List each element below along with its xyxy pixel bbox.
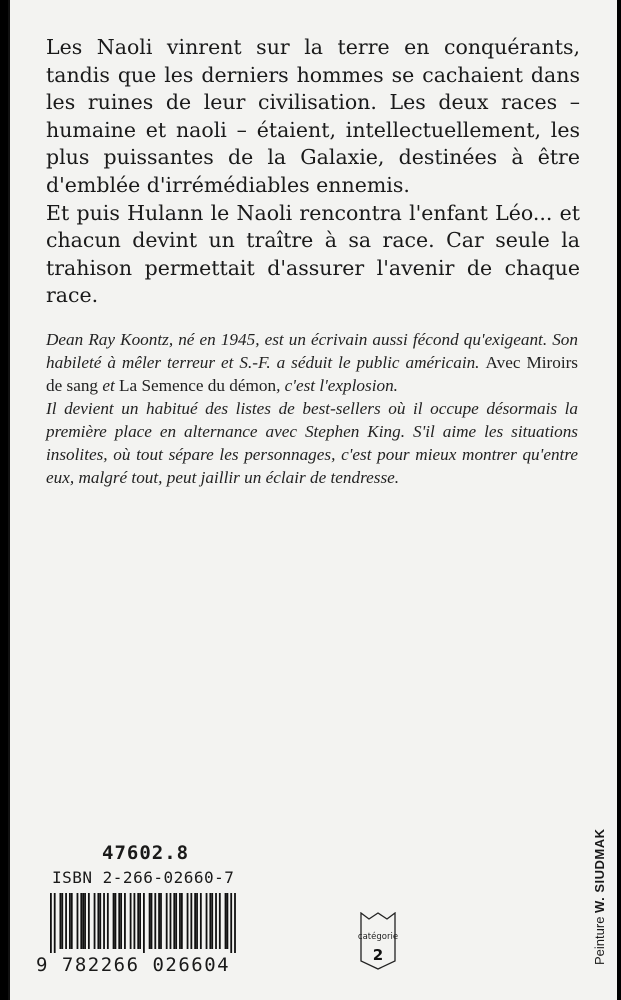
barcode bbox=[50, 893, 236, 953]
barcode-bar bbox=[120, 893, 122, 949]
barcode-bar bbox=[196, 893, 198, 949]
barcode-bar bbox=[209, 893, 211, 949]
blurb-paragraph-1: Les Naoli vinrent sur la terre en conquérants, tandis que les derniers hommes se cachaient dans les ruines de leur civilisation. Les deux races – humaine et naoli – étaient, intellectuellement, les plus puissantes de la Galaxie, destinées à être d'emblée d'irrémédiables ennemis. bbox=[46, 35, 580, 197]
barcode-bar bbox=[115, 893, 117, 949]
barcode-bar bbox=[175, 893, 177, 949]
product-code: 47602.8 bbox=[102, 842, 190, 864]
isbn: ISBN 2-266-02660-7 bbox=[52, 868, 235, 887]
barcode-bar bbox=[99, 893, 101, 949]
barcode-bar bbox=[61, 893, 63, 949]
barcode-bar bbox=[71, 893, 73, 949]
category-number: 2 bbox=[372, 946, 384, 964]
et-text: et bbox=[98, 376, 120, 395]
barcode-bar bbox=[179, 893, 181, 949]
barcode-bar bbox=[77, 893, 79, 949]
book-title-1: Miroirs de sang bbox=[46, 353, 578, 395]
credit-artist: W. SIUDMAK bbox=[592, 828, 607, 913]
barcode-bar bbox=[80, 893, 82, 949]
book-title-2: La Semence du démon bbox=[119, 376, 277, 395]
barcode-bar bbox=[59, 893, 61, 949]
author-bio-text: Dean Ray Koontz, né en 1945, est un écrivain aussi fécond qu'exigeant. Son habileté à mêler terreur et S.-F. a séduit le public américain. bbox=[46, 330, 578, 372]
barcode-bar bbox=[158, 893, 160, 949]
barcode-bar bbox=[234, 893, 236, 953]
author-bio-paragraph-1 bbox=[46, 328, 578, 397]
barcode-bar bbox=[187, 893, 189, 949]
barcode-bar bbox=[160, 893, 162, 949]
barcode-bar bbox=[227, 893, 229, 949]
barcode-bar bbox=[139, 893, 141, 949]
category-label: catégorie bbox=[357, 932, 399, 942]
barcode-bar bbox=[97, 893, 99, 949]
blurb-paragraph-2: Et puis Hulann le Naoli rencontra l'enfant Léo... et chacun devint un traître à sa race. Car seule la trahison permettait d'assurer l'avenir de chaque race. bbox=[46, 200, 580, 308]
barcode-bar bbox=[219, 893, 221, 949]
barcode-digits: 9 782266 026604 bbox=[36, 954, 231, 976]
barcode-bar bbox=[54, 893, 56, 953]
barcode-bar bbox=[137, 893, 139, 949]
barcode-bar bbox=[230, 893, 232, 953]
blurb bbox=[46, 34, 580, 310]
barcode-bar bbox=[65, 893, 67, 949]
barcode-bar bbox=[84, 893, 86, 949]
barcode-bar bbox=[82, 893, 84, 949]
cover-art-credit bbox=[592, 829, 607, 966]
barcode-bar bbox=[170, 893, 172, 949]
barcode-bar bbox=[181, 893, 183, 949]
barcode-bar bbox=[69, 893, 71, 949]
barcode-bar bbox=[206, 893, 208, 949]
barcode-bar bbox=[211, 893, 213, 949]
avec-text: Avec bbox=[485, 353, 527, 372]
barcode-bar bbox=[200, 893, 202, 949]
barcode-bar bbox=[130, 893, 132, 949]
barcode-bar bbox=[124, 893, 126, 949]
barcode-bar bbox=[103, 893, 105, 949]
barcode-bar bbox=[149, 893, 151, 949]
barcode-bar bbox=[166, 893, 168, 949]
author-bio-text-2: , c'est l'explosion. bbox=[276, 376, 398, 395]
author-bio bbox=[46, 328, 578, 489]
barcode-bar bbox=[154, 893, 156, 949]
barcode-bar bbox=[190, 893, 192, 949]
barcode-bar bbox=[118, 893, 120, 949]
back-cover bbox=[8, 0, 617, 1000]
credit-prefix: Peinture bbox=[592, 912, 607, 965]
barcode-bar bbox=[151, 893, 153, 949]
author-bio-paragraph-2 bbox=[46, 397, 578, 489]
barcode-bar bbox=[194, 893, 196, 949]
barcode-bar bbox=[88, 893, 90, 949]
barcode-bar bbox=[134, 893, 136, 949]
barcode-bar bbox=[113, 893, 115, 949]
barcode-bar bbox=[173, 893, 175, 949]
barcode-bar bbox=[215, 893, 217, 949]
author-bio-text-3: Il devient un habitué des listes de best-sellers où il occupe désormais la première place en alternance avec Stephen King. S'il aime les situations insolites, où tout sépare les personnages, c'est pour mieux montrer qu'entre eux, malgré tout, peut jaillir un éclair de tendresse. bbox=[46, 399, 578, 487]
barcode-bar bbox=[50, 893, 52, 953]
barcode-bar bbox=[143, 893, 145, 953]
barcode-bar bbox=[94, 893, 96, 949]
barcode-bar bbox=[107, 893, 109, 949]
barcode-bar bbox=[225, 893, 227, 949]
